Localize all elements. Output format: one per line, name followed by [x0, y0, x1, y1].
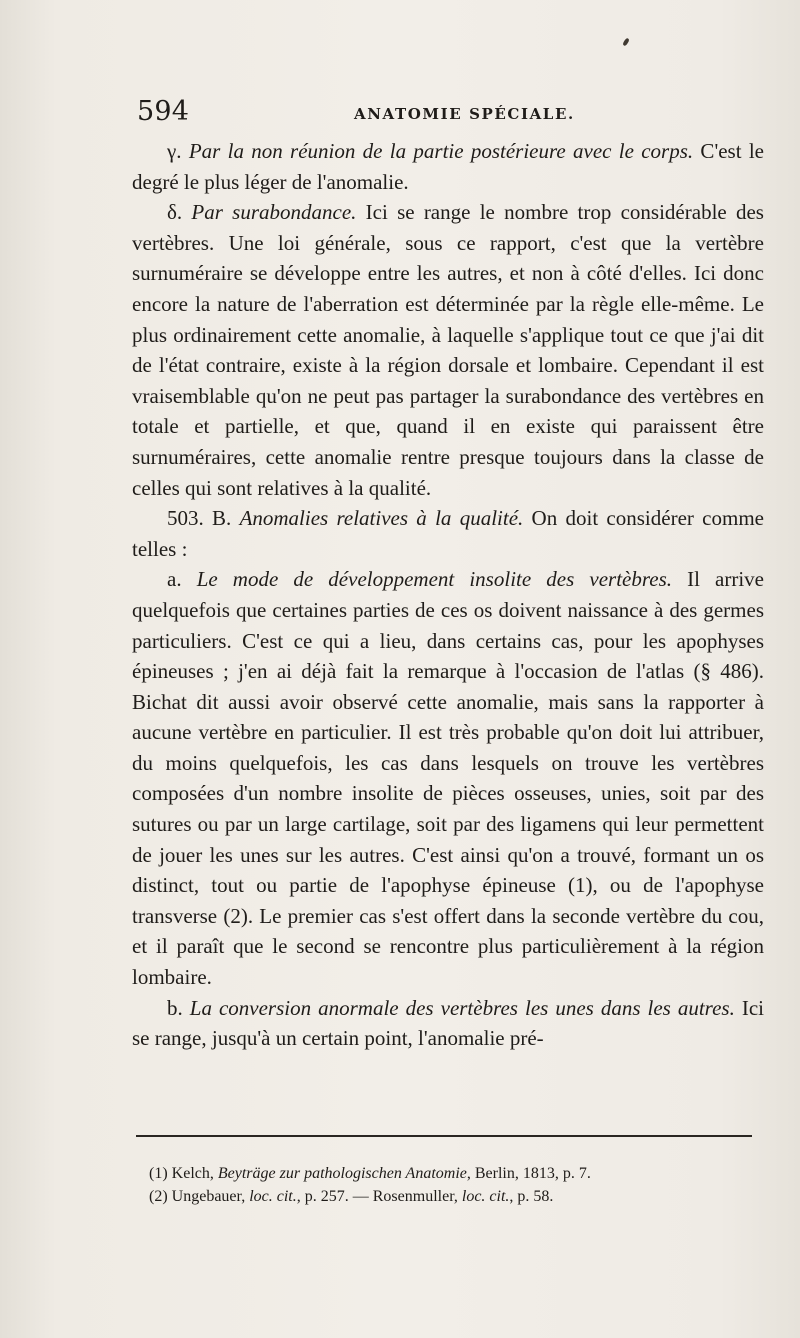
- main-text: [132, 136, 764, 1054]
- page-header: [137, 98, 764, 134]
- footnote-title: Beyträge zur pathologischen Anatomie: [217, 1165, 467, 1182]
- page-number: 594: [137, 96, 190, 127]
- paragraph-text: Ici se range, jusqu'à un certain point, l'anomalie pré-: [132, 995, 764, 1051]
- paragraph-a: [132, 564, 764, 992]
- running-head: ANATOMIE SPÉCIALE.: [354, 105, 575, 123]
- italic-heading: Par surabondance.: [191, 200, 357, 225]
- paragraph-label: γ.: [167, 139, 189, 163]
- footnote-text: , p. 257. — Rosenmuller,: [296, 1188, 462, 1205]
- paragraph-label: b.: [167, 995, 190, 1020]
- ink-speck: [622, 38, 630, 47]
- paragraph-text: Il arrive quelquefois que certaines parties de ces os doivent naissance à des germes particuliers. C'est ce qui a lieu, dans certains cas, pour les apophyses épineuses ; j'en ai déjà fait la remarque à l'occasion de l'atlas (§ 486). Bichat dit aussi avoir observé cette anomalie, mais sans la rapporter à aucune vertèbre en particulier. Il est très probable qu'on doit lui attribuer, du moins quelquefois, les cas dans lesquels on trouve les vertèbres composées d'un nombre insolite de pièces osseuses, unies, soit par des sutures ou par un large cartilage, soit par des ligamens qui leur permettent de jouer les unes sur les autres. C'est ainsi qu'on a trouvé, formant un os distinct, tout ou partie de l'apophyse épineuse (1), ou de l'apophyse transverse (2). Le premier cas s'est offert dans la seconde vertèbre du cou, et il paraît que le second se rencontre plus particulièrement à la région lombaire.: [132, 567, 764, 990]
- paragraph-label: a.: [167, 567, 197, 592]
- footnote-1: [136, 1162, 756, 1185]
- footnote-rule: [136, 1135, 752, 1137]
- footnote-citation: loc. cit.: [249, 1188, 297, 1205]
- paragraph-text: C'est le degré le plus léger de l'anomalie.: [132, 139, 764, 194]
- footnote-text: , Berlin, 1813, p. 7.: [466, 1165, 591, 1182]
- section-503: [132, 503, 764, 564]
- section-number: 503. B.: [167, 506, 240, 531]
- italic-heading: Le mode de développement insolite des vertèbres.: [196, 567, 672, 592]
- italic-heading: Par la non réunion de la partie postérieure avec le corps.: [188, 139, 694, 163]
- footnote-text: (1) Kelch,: [149, 1165, 218, 1182]
- footnote-citation: loc. cit.: [461, 1188, 510, 1205]
- footnote-2: [136, 1185, 756, 1208]
- paragraph-delta: [132, 197, 764, 503]
- paragraph-text: Ici se range le nombre trop considérable des vertèbres. Une loi générale, sous ce rapport, c'est que la vertèbre surnuméraire se développe entre les autres, et non à côté d'elles. Ici donc encore la nature de l'aberration est déterminée par la règle elle-même. Le plus ordinairement cette anomalie, à laquelle s'applique tout ce que j'ai dit de l'état contraire, existe à la région dorsale et lombaire. Cependant il est vraisemblable qu'on ne peut pas partager la surabondance des vertèbres en totale et partielle, et que, quand il en existe qui paraissent être surnuméraires, cette anomalie rentre presque toujours dans la classe de celles qui sont relatives à la qualité.: [132, 200, 764, 500]
- paragraph-text: On doit considérer comme telles :: [132, 506, 764, 561]
- paragraph-label: δ.: [167, 200, 192, 225]
- italic-heading: La conversion anormale des vertèbres les unes dans les autres.: [189, 995, 735, 1020]
- footnote-text: , p. 58.: [509, 1188, 554, 1205]
- footnote-text: (2) Ungebauer,: [149, 1188, 250, 1205]
- footnotes: [136, 1162, 756, 1208]
- paragraph-b: [132, 993, 764, 1054]
- paragraph-gamma: [132, 136, 764, 197]
- italic-heading: Anomalies relatives à la qualité.: [239, 506, 524, 531]
